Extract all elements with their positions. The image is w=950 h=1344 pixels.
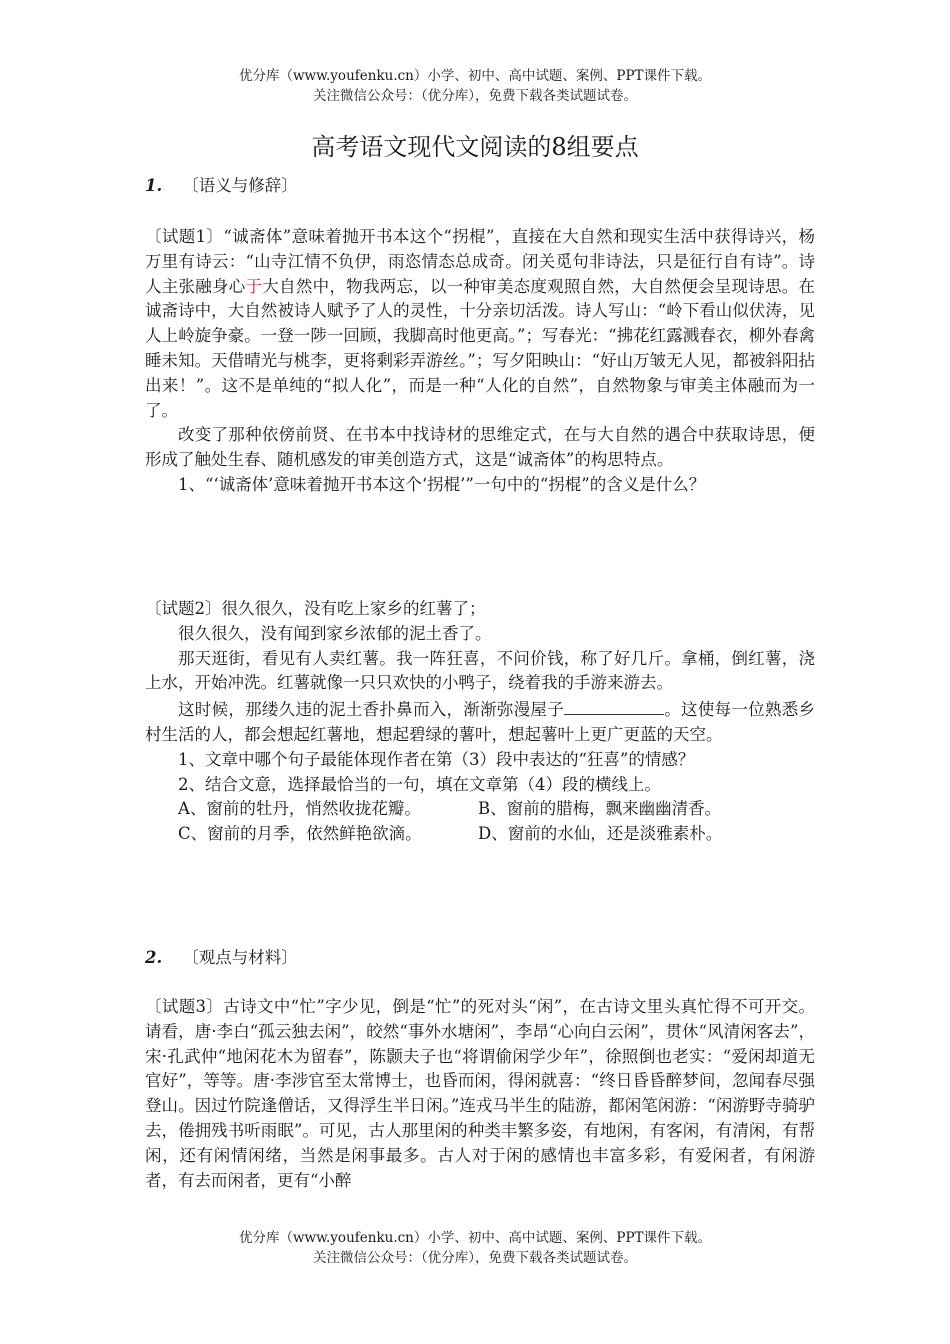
question-3-block	[145, 995, 815, 1193]
fill-in-blank[interactable]	[564, 696, 664, 715]
option-d: D、窗前的水仙，还是淡雅素朴。	[478, 824, 723, 844]
section-number: 1.	[145, 176, 163, 195]
section-2-heading	[145, 946, 815, 971]
question-1-block	[145, 225, 815, 498]
footer-line-2: 关注微信公众号：（优分库），免费下载各类试题试卷。	[313, 1250, 637, 1266]
q2-passage-4-b: 。这使每一位熟悉乡村生活的人，都会想起红薯地，想起碧绿的薯叶，想起薯叶上更广更蓝的天空。	[145, 700, 815, 744]
q2-options-row-2	[145, 822, 815, 847]
q2-passage-4-a: 这时候，那缕久违的泥土香扑鼻而入，渐渐弥漫屋子	[178, 700, 564, 720]
q1-highlight-char: 于	[245, 276, 263, 296]
option-b: B、窗前的腊梅，飘来幽幽清香。	[478, 799, 722, 819]
header-line-1: 优分库（www.youfenku.cn）小学、初中、高中试题、案例、PPT课件下载。	[238, 68, 712, 84]
option-a: A、窗前的牡丹，悄然收拢花瓣。	[178, 799, 421, 819]
section-1-heading	[145, 174, 815, 199]
q1-passage-1-a: 〔试题1〕“诚斋体”意味着抛开书本这个“拐棍”，直接在大自然和现实生活中获得诗兴，杨万里有诗云：“山寺江情不负伊，雨恣情态总成奇。闭关觅句非诗法，只是征行自有诗”。诗人主张融身心	[145, 227, 815, 296]
section-label: 〔语义与修辞〕	[182, 176, 298, 195]
q2-passage-1: 〔试题2〕很久很久，没有吃上家乡的红薯了；	[145, 599, 486, 618]
q1-passage-1	[145, 225, 815, 423]
q2-question-2: 2、结合文意，选择最恰当的一句，填在文章第（4）段的横线上。	[178, 774, 661, 794]
q1-passage-2: 改变了那种依傍前贤、在书本中找诗材的思维定式，在与大自然的遇合中获取诗思，便形成了触处生春、随机感发的审美创造方式，这是“诚斋体”的构思特点。	[145, 425, 815, 470]
q2-passage-3: 那天逛街，看见有人卖红薯。我一阵狂喜，不问价钱，称了好几斤。拿桶，倒红薯，浇上水，开始冲洗。红薯就像一只只欢快的小鸭子，绕着我的手游来游去。	[145, 648, 815, 693]
footer-line-1: 优分库（www.youfenku.cn）小学、初中、高中试题、案例、PPT课件下载。	[238, 1230, 712, 1246]
q2-question-1: 1、文章中哪个句子最能体现作者在第（3）段中表达的“狂喜”的情感？	[178, 749, 695, 769]
header-line-2: 关注微信公众号：（优分库），免费下载各类试题试卷。	[313, 88, 637, 104]
q2-passage-4	[145, 696, 815, 748]
section-number: 2.	[145, 948, 163, 967]
option-c: C、窗前的月季，依然鲜艳欲滴。	[178, 824, 422, 844]
page-footer	[0, 1228, 950, 1268]
q2-passage-2: 很久很久，没有闻到家乡浓郁的泥土香了。	[178, 623, 492, 643]
q3-passage-1: 〔试题3〕古诗文中“忙”字少见，倒是“忙”的死对头“闲”，在古诗文里头真忙得不可开交。请看，唐·李白“孤云独去闲”，皎然“事外水塘闲”，李昂“心向白云闲”，贯休“风清闲客去”，宋·孔武仲“地闲花木为留春”，陈颢夫子也“将谓偷闲学少年”，徐照倒也老实：“爱闲却道无官好”，等等。唐·李涉官至太常博士，也昏而闲，得闲就喜：“终日昏昏醉梦间，忽闻春尽强登山。因过竹院逢僧话，又得浮生半日闲。”连戎马半生的陆游，都闲笔闲游：“闲游野寺骑驴去，倦拥残书听雨眠”。可见，古人那里闲的种类丰繁多姿，有地闲，有客闲，有清闲，有帮闲，还有闲情闲绪，当然是闲事最多。古人对于闲的感情也丰富多彩，有爱闲者，有闲游者，有去而闲者，更有“小醉	[145, 997, 815, 1190]
page-header	[0, 66, 950, 106]
document-title: 高考语文现代文阅读的8组要点	[311, 133, 639, 161]
q1-question: 1、“‘诚斋体’意味着抛开书本这个‘拐棍’”一句中的“拐棍”的含义是什么？	[178, 474, 706, 494]
q1-passage-1-b: 大自然中，物我两忘，以一种审美态度观照自然，大自然便会呈现诗思。在诚斋诗中，大自然被诗人赋予了人的灵性，十分亲切活泼。诗人写山：“岭下看山似伏涛，见人上岭旋争豪。一登一陟一回顾，我脚高时他更高。”；写春光：“拂花红露溅春衣，柳外春禽睡未知。天借晴光与桃李，更将剩彩弄游丝。”；写夕阳映山：“好山万皱无人见，都被斜阳拈出来！”。这不是单纯的“拟人化”，而是一种“人化的自然”，自然物象与审美主体融而为一了。	[145, 276, 816, 420]
q2-options-row-1	[145, 797, 815, 822]
section-label: 〔观点与材料〕	[182, 948, 298, 967]
question-2-block	[145, 597, 815, 847]
